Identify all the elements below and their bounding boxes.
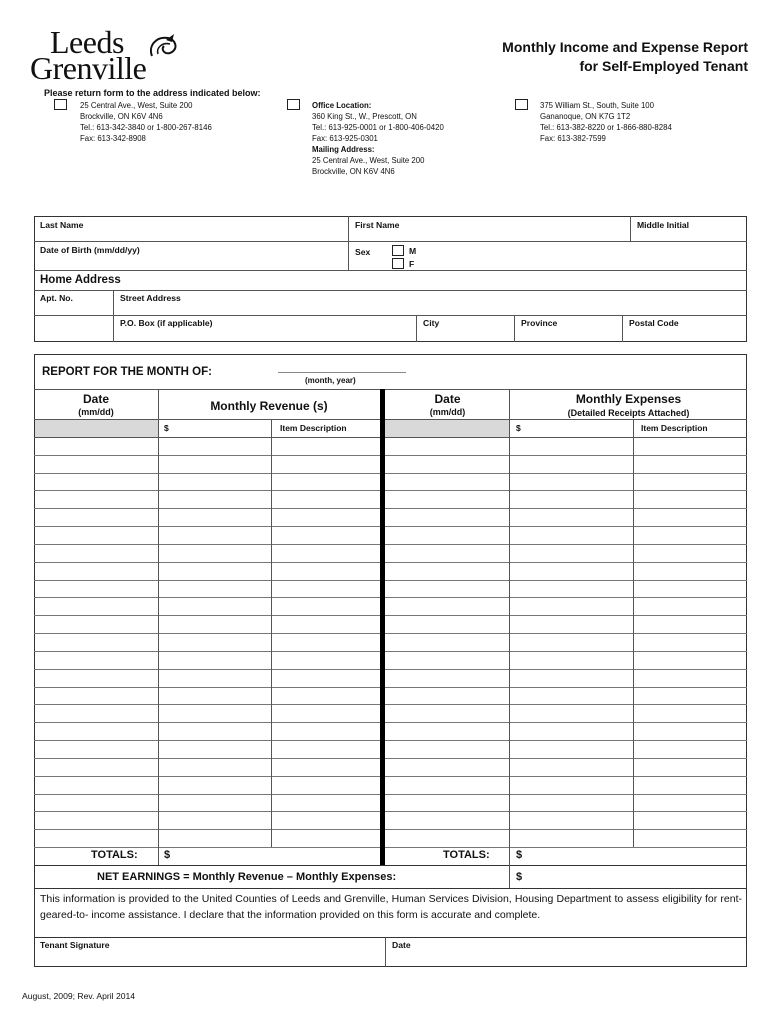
divider (34, 315, 747, 316)
divider (630, 216, 631, 241)
shaded-cell (385, 420, 510, 437)
address-line: 375 William St., South, Suite 100 (540, 101, 654, 110)
grid-line (34, 633, 747, 634)
address-gananoque (540, 100, 672, 144)
grid-line (385, 937, 386, 967)
address-line: Gananoque, ON K7G 1T2 (540, 112, 631, 121)
expense-dollar-label: $ (516, 423, 521, 433)
grid-line (34, 888, 747, 889)
revenue-date-header: Date (82, 392, 109, 406)
address-prescott-checkbox[interactable] (287, 99, 300, 110)
report-month-title: REPORT FOR THE MONTH OF: (42, 366, 212, 378)
po-box-field[interactable]: P.O. Box (if applicable) (120, 318, 213, 328)
divider (622, 315, 623, 342)
address-prescott (312, 100, 444, 177)
form-title-line2: for Self-Employed Tenant (579, 58, 748, 74)
grid-line (34, 722, 747, 723)
address-brockville (80, 100, 212, 144)
address-line: 25 Central Ave., West, Suite 200 (80, 101, 193, 110)
apt-no-field[interactable]: Apt. No. (40, 293, 73, 303)
address-line: Fax: 613-925-0301 (312, 134, 378, 143)
office-location-label: Office Location: (312, 101, 372, 110)
shaded-cell (35, 420, 158, 437)
expense-date-format: (mm/dd) (429, 407, 466, 417)
grid-line (34, 544, 747, 545)
middle-initial-field[interactable]: Middle Initial (637, 220, 690, 230)
grid-line (34, 419, 747, 420)
grid-line (34, 794, 747, 795)
report-month-hint: (month, year) (305, 376, 356, 385)
grid-line (271, 419, 272, 847)
address-line: Fax: 613-342-8908 (80, 134, 146, 143)
grid-line (34, 865, 747, 866)
net-earnings-dollar: $ (516, 871, 523, 883)
first-name-field[interactable]: First Name (355, 220, 400, 230)
grid-line (34, 811, 747, 812)
sex-female-checkbox[interactable] (392, 258, 404, 269)
grid-line (34, 562, 747, 563)
report-month-input[interactable] (278, 372, 406, 373)
mailing-address-label: Mailing Address: (312, 145, 375, 154)
form-title (502, 38, 748, 76)
address-line: Brockville, ON K6V 4N6 (80, 112, 163, 121)
revenue-date-format: (mm/dd) (78, 407, 114, 417)
form-title-line1: Monthly Income and Expense Report (502, 39, 748, 55)
grid-line (509, 389, 510, 888)
grid-line (34, 615, 747, 616)
logo-text-grenville: Grenville (30, 50, 147, 86)
sex-male-checkbox[interactable] (392, 245, 404, 256)
sex-male-label: M (409, 246, 417, 256)
revenue-dollar-label: $ (164, 423, 169, 433)
monthly-revenue-header: Monthly Revenue (s) (210, 399, 328, 413)
expense-item-description-header: Item Description (641, 423, 708, 433)
address-line: 25 Central Ave., West, Suite 200 (312, 156, 425, 165)
expense-totals-dollar: $ (516, 849, 523, 861)
expense-totals-label: TOTALS: (443, 849, 490, 861)
postal-code-field[interactable]: Postal Code (629, 318, 679, 328)
city-field[interactable]: City (423, 318, 440, 328)
address-brockville-checkbox[interactable] (54, 99, 67, 110)
last-name-field[interactable]: Last Name (40, 220, 84, 230)
revenue-totals-label: TOTALS: (91, 849, 138, 861)
grid-line (34, 473, 747, 474)
address-line: Tel.: 613-342-3840 or 1-800-267-8146 (80, 123, 212, 132)
grid-line (34, 704, 747, 705)
grid-line (34, 776, 747, 777)
divider (348, 216, 349, 270)
declaration-text: This information is provided to the United Counties of Leeds and Grenville, Human Services Division, Housing Department to assess eligibility for rent-geared-to- income assistance. I declare that the information provided on this form is accurate and complete. (40, 893, 742, 921)
grid-line (34, 490, 747, 491)
column-separator (380, 389, 385, 865)
address-line: 360 King St., W., Prescott, ON (312, 112, 417, 121)
revenue-totals-dollar: $ (164, 849, 171, 861)
grid-line (34, 758, 747, 759)
monthly-expenses-header: Monthly Expenses (575, 392, 682, 406)
address-gananoque-checkbox[interactable] (515, 99, 528, 110)
province-field[interactable]: Province (521, 318, 558, 328)
grid-line (34, 687, 747, 688)
address-line: Brockville, ON K6V 4N6 (312, 167, 395, 176)
address-line: Fax: 613-382-7599 (540, 134, 606, 143)
revenue-item-description-header: Item Description (280, 423, 347, 433)
grid-line (34, 829, 747, 830)
grid-line (158, 389, 159, 865)
grid-line (34, 455, 747, 456)
grid-line (34, 669, 747, 670)
net-earnings-label: NET EARNINGS = Monthly Revenue – Monthly Expenses: (97, 871, 397, 883)
divider (416, 315, 417, 342)
grid-line (633, 419, 634, 847)
grid-line (34, 651, 747, 652)
grid-line (34, 597, 747, 598)
date-of-birth-field[interactable]: Date of Birth (mm/dd/yy) (40, 245, 140, 255)
tenant-signature-field[interactable]: Tenant Signature (40, 940, 110, 950)
return-note: Please return form to the address indicated below: (44, 88, 261, 98)
grid-line (34, 526, 747, 527)
home-address-heading: Home Address (40, 274, 121, 286)
divider (34, 270, 747, 271)
divider (514, 315, 515, 342)
grid-line (34, 437, 747, 438)
divider (34, 389, 747, 390)
divider (34, 290, 747, 291)
logo-swirl-icon (146, 32, 180, 62)
sex-label: Sex (355, 247, 371, 257)
revision-footer: August, 2009; Rev. April 2014 (22, 991, 136, 1001)
grid-line (34, 740, 747, 741)
monthly-expenses-sub: (Detailed Receipts Attached) (567, 408, 690, 418)
divider (113, 290, 114, 342)
address-line: Tel.: 613-382-8220 or 1-866-880-8284 (540, 123, 672, 132)
grid-line (34, 580, 747, 581)
grid-line (34, 847, 747, 848)
logo-text-leeds: Leeds (50, 24, 124, 60)
signature-date-field[interactable]: Date (392, 940, 411, 950)
grid-line (34, 937, 747, 938)
street-address-field[interactable]: Street Address (120, 293, 181, 303)
expense-date-header: Date (434, 392, 461, 406)
grid-line (34, 508, 747, 509)
sex-female-label: F (409, 259, 415, 269)
divider (34, 241, 747, 242)
address-line: Tel.: 613-925-0001 or 1-800-406-0420 (312, 123, 444, 132)
leeds-grenville-logo (28, 24, 188, 86)
